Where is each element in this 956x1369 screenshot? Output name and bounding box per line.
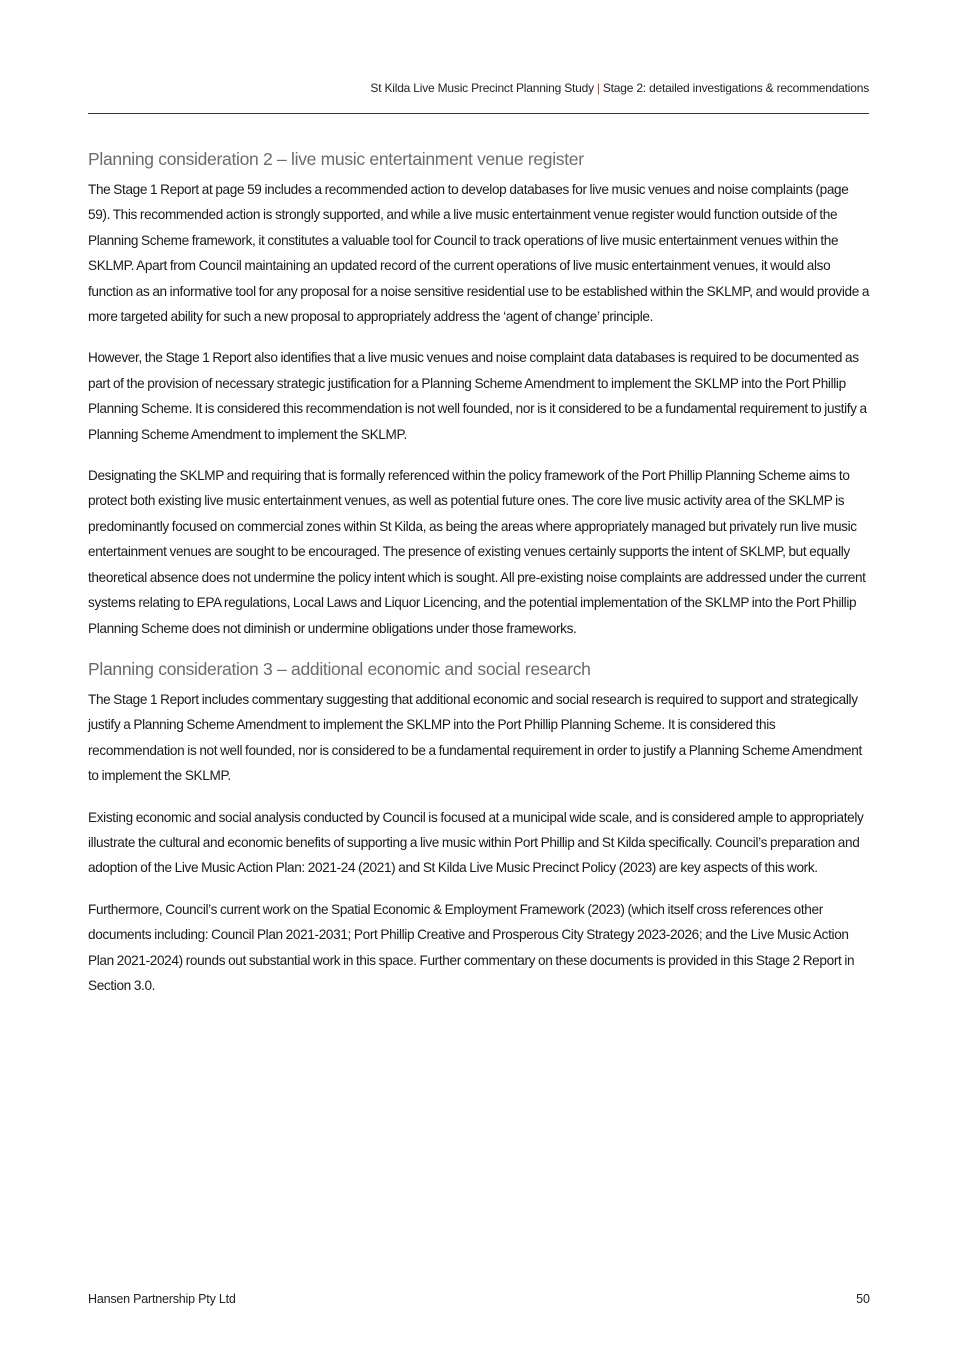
- section-planning-consideration-3: [88, 657, 872, 998]
- footer-company: Hansen Partnership Pty Ltd: [88, 1292, 236, 1306]
- paragraph: Existing economic and social analysis conducted by Council is focused at a municipal wide scale, and is considered ample to appropriately illustrate the cultural and economic benefits of supporting a live music within Port Phillip and St Kilda specifically. Council’s preparation and adoption of the Live Music Action Plan: 2021-24 (2021) and St Kilda Live Music Precinct Policy (2023) are key aspects of this work.: [88, 809, 864, 876]
- paragraph: However, the Stage 1 Report also identifies that a live music venues and noise complaint data databases is required to be documented as part of the provision of necessary strategic justification for a Planning Scheme Amendment to implement the SKLMP into the Port Phillip Planning Scheme. It is considered this recommendation is not well founded, nor is it considered to be a fundamental requirement to justify a Planning Scheme Amendment to implement the SKLMP.: [88, 350, 867, 442]
- footer-page-number: 50: [856, 1292, 870, 1306]
- page-body: [88, 147, 872, 1014]
- page-header: [88, 78, 869, 114]
- header-title-left: St Kilda Live Music Precinct Planning Study: [370, 81, 594, 95]
- header-separator: |: [596, 81, 600, 95]
- paragraph: The Stage 1 Report at page 59 includes a recommended action to develop databases for live music venues and noise complaints (page 59). This recommended action is strongly supported, and while a live music entertainment venue register would function outside of the Planning Scheme framework, it constitutes a valuable tool for Council to track operations of live music entertainment venues within the SKLMP. Apart from Council maintaining an updated record of the current operations of live music entertainment venues, it would also function as an informative tool for any proposal for a noise sensitive residential use to be established within the SKLMP, and would provide a more targeted ability for such a new proposal to appropriately address the ‘agent of change’ principle.: [88, 182, 870, 325]
- paragraph: Furthermore, Council’s current work on the Spatial Economic & Employment Framework (2023) (which itself cross references other documents including: Council Plan 2021-2031; Port Phillip Creative and Prosperous City Strategy 2023-2026; and the Live Music Action Plan 2021-2024) rounds out substantial work in this space. Further commentary on these documents is provided in this Stage 2 Report in Section 3.0.: [88, 901, 855, 993]
- section-heading: Planning consideration 3 – additional economic and social research: [88, 658, 591, 679]
- section-heading: Planning consideration 2 – live music entertainment venue register: [88, 149, 584, 169]
- paragraph: The Stage 1 Report includes commentary suggesting that additional economic and social research is required to support and strategically justify a Planning Scheme Amendment to implement the SKLMP into the Port Phillip Planning Scheme. It is considered this recommendation is not well founded, nor is considered to be a fundamental requirement in order to justify a Planning Scheme Amendment to implement the SKLMP.: [88, 691, 862, 784]
- header-title-right: Stage 2: detailed investigations & recommendations: [602, 81, 869, 95]
- paragraph: Designating the SKLMP and requiring that is formally referenced within the policy framework of the Port Phillip Planning Scheme aims to protect both existing live music entertainment venues, as well as potential future ones. The core live music activity area of the SKLMP is predominantly focused on commercial zones within St Kilda, as being the areas where appropriately managed but privately run live music entertainment venues are sought to be encouraged. The presence of existing venues certainly supports the intent of SKLMP, but equally theoretical absence does not undermine the policy intent which is sought. All pre-existing noise complaints are addressed under the current systems relating to EPA regulations, Local Laws and Liquor Licencing, and the potential implementation of the SKLMP into the Port Phillip Planning Scheme does not diminish or undermine obligations under those frameworks.: [88, 468, 866, 636]
- section-planning-consideration-2: [88, 147, 872, 641]
